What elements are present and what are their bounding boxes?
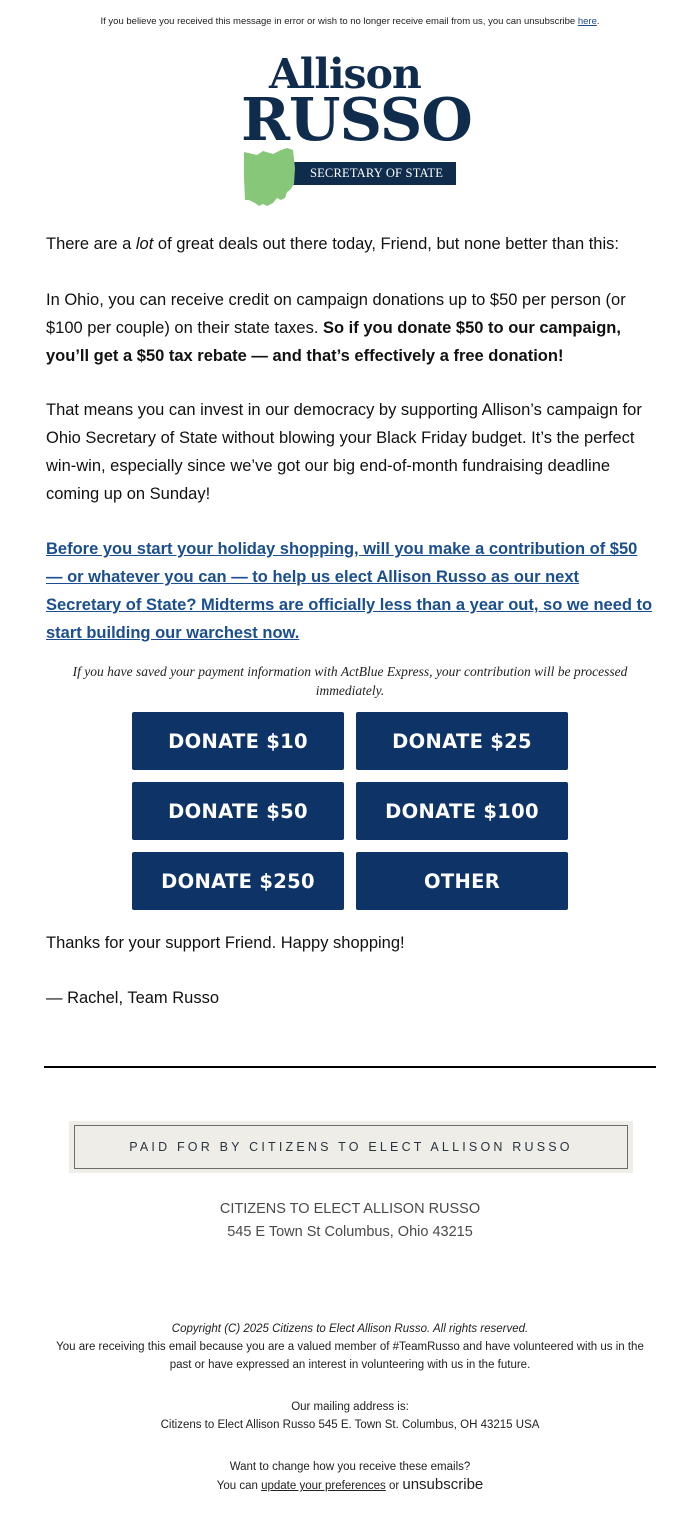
campaign-logo — [241, 50, 472, 207]
paid-for-disclaimer — [69, 1121, 633, 1173]
donate-250-button[interactable]: DONATE $250 — [132, 852, 344, 910]
actblue-express-note: If you have saved your payment information with ActBlue Express, your contribution will be processed immediately. — [72, 664, 628, 698]
or-text: or — [385, 1480, 403, 1492]
ask-paragraph — [46, 535, 656, 647]
donate-50-button[interactable]: DONATE $50 — [132, 782, 344, 840]
tax-credit-text: In Ohio, you can receive credit on campaign donations up to $50 per person (or $100 per couple) on their state taxes. — [46, 291, 626, 337]
mailing-address: Citizens to Elect Allison Russo 545 E. Town St. Columbus, OH 43215 USA — [160, 1419, 540, 1431]
preferences-line — [46, 1476, 654, 1495]
footer-preferences — [46, 1458, 654, 1495]
intro-text-end: of great deals out there today, Friend, but none better than this: — [153, 235, 619, 253]
tax-credit-bold: So if you donate $50 to our campaign, you’ll get a $50 tax rebate — and that’s effectively a free donation! — [46, 319, 621, 365]
donate-button-grid — [132, 712, 568, 910]
organization-address-block — [0, 1198, 700, 1244]
donate-100-button[interactable]: DONATE $100 — [356, 782, 568, 840]
paid-for-box: PAID FOR BY CITIZENS TO ELECT ALLISON RUSSO — [74, 1125, 628, 1169]
section-divider — [44, 1066, 656, 1068]
logo-office-bar: SECRETARY OF STATE — [293, 162, 456, 185]
intro-text-start: There are a — [46, 235, 136, 253]
unsubscribe-notice — [0, 16, 700, 27]
logo-first-name: Allison — [269, 50, 421, 98]
footer-mailing — [46, 1398, 654, 1434]
donate-10-button[interactable]: DONATE $10 — [132, 712, 344, 770]
update-preferences-link[interactable]: update your preferences — [261, 1480, 386, 1492]
unsubscribe-link[interactable]: unsubscribe — [402, 1476, 484, 1493]
donate-other-button[interactable]: OTHER — [356, 852, 568, 910]
notice-period: . — [596, 16, 600, 27]
black-friday-paragraph: That means you can invest in our democracy by supporting Allison’s campaign for Ohio Secretary of State without blowing your Black Friday budget. It’s the perfect win-win, especially since we’ve got our big end-of-month fundraising deadline coming up on Sunday! — [46, 401, 642, 503]
mailing-label: Our mailing address is: — [291, 1401, 409, 1413]
unsubscribe-here-link[interactable]: here — [577, 16, 597, 27]
logo-last-name: RUSSO — [241, 85, 472, 154]
org-address: 545 E Town St Columbus, Ohio 43215 — [227, 1224, 473, 1240]
org-name: CITIZENS TO ELECT ALLISON RUSSO — [219, 1201, 481, 1217]
change-prompt: Want to change how you receive these emails? — [229, 1461, 471, 1473]
subscription-reason: You are receiving this email because you are a valued member of #TeamRusso and have volunteered with us in the past or have expressed an interest in volunteering with us in the future. — [56, 1341, 644, 1371]
tax-credit-paragraph — [46, 286, 656, 370]
thanks-paragraph: Thanks for your support Friend. Happy shopping! — [46, 934, 405, 952]
intro-emphasis: lot — [135, 235, 154, 253]
ohio-state-icon — [243, 148, 297, 206]
footer-legal — [46, 1320, 654, 1374]
donate-25-button[interactable]: DONATE $25 — [356, 712, 568, 770]
intro-paragraph — [46, 230, 656, 258]
contribution-ask-link[interactable]: Before you start your holiday shopping, will you make a contribution of $50 — or whatever you can — to help us elect Allison Russo as our next Secretary of State? Midterms are officially less than a year out, so we need to start building our warchest now. — [46, 540, 653, 642]
unsubscribe-notice-text: If you believe you received this message in error or wish to no longer receive email from us, you can unsubscribe — [100, 16, 578, 27]
you-can-text: You can — [216, 1480, 262, 1492]
signature: — Rachel, Team Russo — [46, 989, 220, 1007]
copyright-text: Copyright (C) 2025 Citizens to Elect Allison Russo. All rights reserved. — [171, 1323, 529, 1335]
